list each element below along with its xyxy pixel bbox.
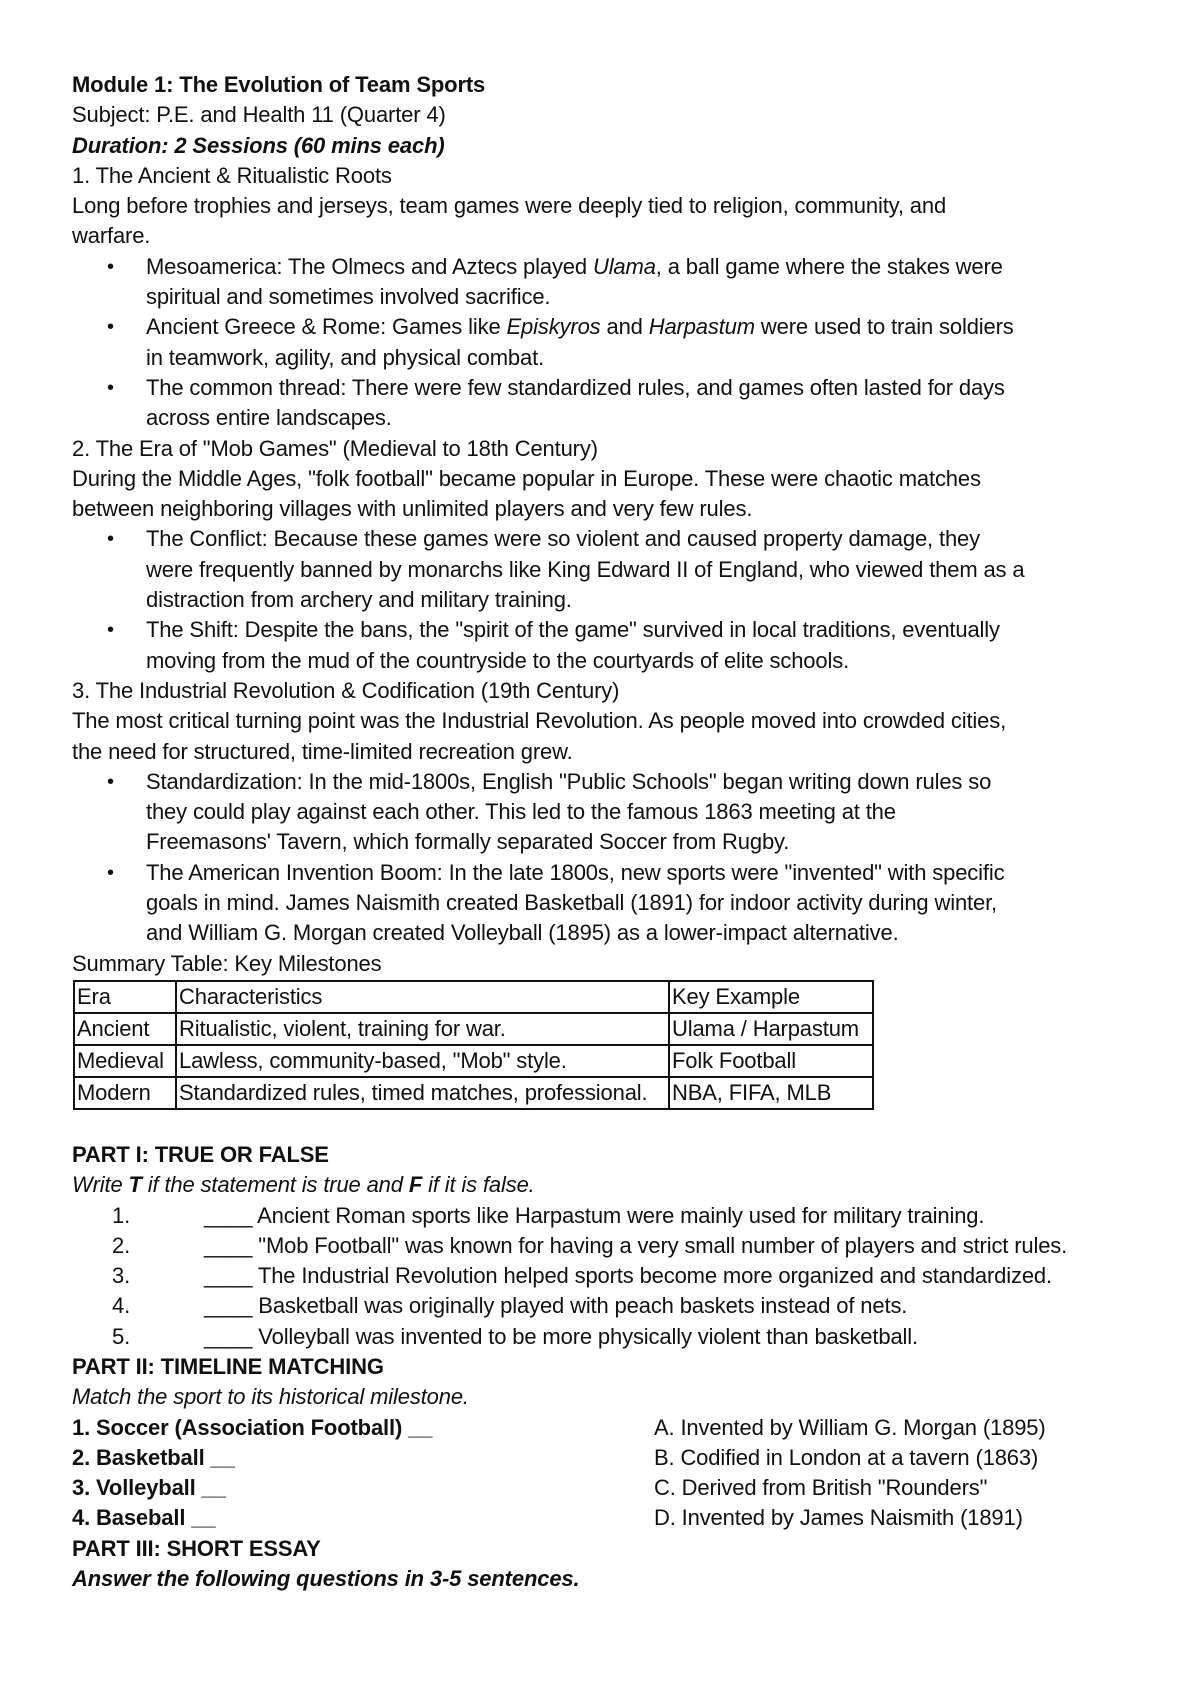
bullet-text: distraction from archery and military training. bbox=[146, 587, 572, 613]
section-1-bullets bbox=[72, 252, 1142, 434]
instruction-text: Write bbox=[72, 1172, 129, 1198]
bullet-text: • The common thread: There were few standardized rules, and games often lasted for days bbox=[146, 374, 1005, 400]
table-cell: NBA, FIFA, MLB bbox=[669, 1077, 873, 1109]
table-cell: Ritualistic, violent, training for war. bbox=[176, 1013, 669, 1045]
table-cell: Medieval bbox=[74, 1045, 176, 1077]
section-2-intro-line-1: During the Middle Ages, "folk football" became popular in Europe. These were chaotic matches bbox=[72, 465, 981, 491]
bullet-text: and William G. Morgan created Volleyball (1895) as a lower-impact alternative. bbox=[146, 920, 899, 946]
matching-milestone: A. Invented by William G. Morgan (1895) bbox=[654, 1414, 1046, 1440]
bullet-text: Ancient Greece & Rome: Games like bbox=[146, 314, 507, 340]
spacer bbox=[72, 1110, 1142, 1140]
bullet-text: and bbox=[600, 314, 649, 340]
table-header-row bbox=[74, 981, 873, 1013]
bullet-text: • Standardization: In the mid-1800s, English "Public Schools" began writing down rules so bbox=[146, 768, 992, 794]
bullet-shift bbox=[72, 615, 1142, 676]
tf-item bbox=[72, 1322, 1142, 1352]
matching-sport: 3. Volleyball __ bbox=[72, 1475, 226, 1501]
matching-row bbox=[72, 1443, 1142, 1473]
bullet-text: spiritual and sometimes involved sacrifice. bbox=[146, 284, 551, 310]
item-number: 1. bbox=[112, 1202, 131, 1228]
bullet-text: • The Shift: Despite the bans, the "spirit of the game" survived in local traditions, eventually bbox=[146, 617, 1000, 643]
item-number: 4. bbox=[112, 1293, 131, 1319]
summary-table-caption: Summary Table: Key Milestones bbox=[72, 950, 382, 976]
bullet-text: were used to train soldiers bbox=[754, 314, 1014, 340]
bullet-conflict bbox=[72, 524, 1142, 615]
table-cell: Folk Football bbox=[669, 1045, 873, 1077]
table-cell: Ulama / Harpastum bbox=[669, 1013, 873, 1045]
section-2-heading: 2. The Era of "Mob Games" (Medieval to 18th Century) bbox=[72, 435, 598, 461]
episkyros-term: Episkyros bbox=[506, 314, 601, 340]
milestones-table bbox=[73, 980, 874, 1110]
instruction-text: if it is false. bbox=[422, 1172, 535, 1198]
bullet-text: Freemasons' Tavern, which formally separated Soccer from Rugby. bbox=[146, 829, 790, 855]
table-header-cell: Era bbox=[74, 981, 176, 1013]
table-cell: Modern bbox=[74, 1077, 176, 1109]
tf-item bbox=[72, 1231, 1142, 1261]
part-1-instruction bbox=[72, 1170, 1142, 1200]
item-number: 2. bbox=[112, 1232, 131, 1258]
section-3-bullets bbox=[72, 767, 1142, 949]
bullet-text: moving from the mud of the countryside to the courtyards of elite schools. bbox=[146, 647, 850, 673]
section-1-intro-line-2: warfare. bbox=[72, 223, 151, 249]
matching-milestone: B. Codified in London at a tavern (1863) bbox=[654, 1444, 1039, 1470]
section-3-intro-line-2: the need for structured, time-limited recreation grew. bbox=[72, 738, 573, 764]
tf-item bbox=[72, 1201, 1142, 1231]
tf-item bbox=[72, 1261, 1142, 1291]
true-letter: T bbox=[128, 1172, 142, 1198]
duration-line: Duration: 2 Sessions (60 mins each) bbox=[72, 132, 445, 158]
section-3-heading: 3. The Industrial Revolution & Codification (19th Century) bbox=[72, 677, 620, 703]
part-3-instruction: Answer the following questions in 3-5 sentences. bbox=[72, 1566, 580, 1592]
matching-row bbox=[72, 1503, 1142, 1533]
bullet-text: they could play against each other. This led to the famous 1863 meeting at the bbox=[146, 799, 896, 825]
bullet-standardization bbox=[72, 767, 1142, 858]
section-1-intro-line-1: Long before trophies and jerseys, team games were deeply tied to religion, community, and bbox=[72, 193, 947, 219]
item-number: 3. bbox=[112, 1263, 131, 1289]
bullet-greece-rome bbox=[72, 312, 1142, 373]
bullet-common-thread bbox=[72, 373, 1142, 434]
item-text: ____ The Industrial Revolution helped sports become more organized and standardized. bbox=[204, 1263, 1052, 1289]
table-cell: Lawless, community-based, "Mob" style. bbox=[176, 1045, 669, 1077]
section-2-intro-line-2: between neighboring villages with unlimited players and very few rules. bbox=[72, 496, 753, 522]
ulama-term: Ulama bbox=[592, 253, 656, 279]
matching-row bbox=[72, 1413, 1142, 1443]
subject-line: Subject: P.E. and Health 11 (Quarter 4) bbox=[72, 102, 446, 128]
harpastum-term: Harpastum bbox=[648, 314, 755, 340]
section-3-intro-line-1: The most critical turning point was the Industrial Revolution. As people moved into crowded cities, bbox=[72, 708, 1007, 734]
section-1-heading: 1. The Ancient & Ritualistic Roots bbox=[72, 162, 392, 188]
matching-sport: 1. Soccer (Association Football) __ bbox=[72, 1414, 433, 1440]
bullet-text: were frequently banned by monarchs like King Edward II of England, who viewed them as a bbox=[146, 556, 1025, 582]
table-cell: Standardized rules, timed matches, professional. bbox=[176, 1077, 669, 1109]
part-1-heading: PART I: TRUE OR FALSE bbox=[72, 1141, 329, 1167]
table-row bbox=[74, 1077, 873, 1109]
bullet-mesoamerica bbox=[72, 252, 1142, 313]
item-text: ____ Basketball was originally played with peach baskets instead of nets. bbox=[204, 1293, 908, 1319]
bullet-text: • The American Invention Boom: In the late 1800s, new sports were "invented" with specific bbox=[146, 859, 1005, 885]
table-row bbox=[74, 1013, 873, 1045]
bullet-text: goals in mind. James Naismith created Basketball (1891) for indoor activity during winter, bbox=[146, 890, 998, 916]
part-2-instruction: Match the sport to its historical milestone. bbox=[72, 1384, 469, 1410]
bullet-text: across entire landscapes. bbox=[146, 405, 392, 431]
table-cell: Ancient bbox=[74, 1013, 176, 1045]
bullet-text: , a ball game where the stakes were bbox=[655, 253, 1003, 279]
matching-row bbox=[72, 1473, 1142, 1503]
tf-item bbox=[72, 1291, 1142, 1321]
bullet-text: • The Conflict: Because these games were so violent and caused property damage, they bbox=[146, 526, 980, 552]
matching-sport: 4. Baseball __ bbox=[72, 1505, 216, 1531]
item-text: ____ Ancient Roman sports like Harpastum were mainly used for military training. bbox=[204, 1202, 985, 1228]
table-header-cell: Key Example bbox=[669, 981, 873, 1013]
part-2-heading: PART II: TIMELINE MATCHING bbox=[72, 1353, 384, 1379]
bullet-text: in teamwork, agility, and physical combat. bbox=[146, 344, 545, 370]
matching-sport: 2. Basketball __ bbox=[72, 1444, 235, 1470]
document-page bbox=[72, 70, 1142, 1594]
matching-milestone: C. Derived from British "Rounders" bbox=[654, 1475, 988, 1501]
table-header-cell: Characteristics bbox=[176, 981, 669, 1013]
table-row bbox=[74, 1045, 873, 1077]
item-text: ____ "Mob Football" was known for having a very small number of players and strict rules. bbox=[204, 1232, 1068, 1258]
false-letter: F bbox=[408, 1172, 423, 1198]
bullet-text: Mesoamerica: The Olmecs and Aztecs played bbox=[146, 253, 593, 279]
bullet-american-invention bbox=[72, 858, 1142, 949]
matching-milestone: D. Invented by James Naismith (1891) bbox=[654, 1505, 1023, 1531]
true-false-list bbox=[72, 1201, 1142, 1352]
section-2-bullets bbox=[72, 524, 1142, 675]
item-number: 5. bbox=[112, 1323, 131, 1349]
module-title: Module 1: The Evolution of Team Sports bbox=[72, 72, 486, 97]
part-3-heading: PART III: SHORT ESSAY bbox=[72, 1535, 321, 1561]
instruction-text: if the statement is true and bbox=[141, 1172, 409, 1198]
item-text: ____ Volleyball was invented to be more physically violent than basketball. bbox=[204, 1323, 918, 1349]
